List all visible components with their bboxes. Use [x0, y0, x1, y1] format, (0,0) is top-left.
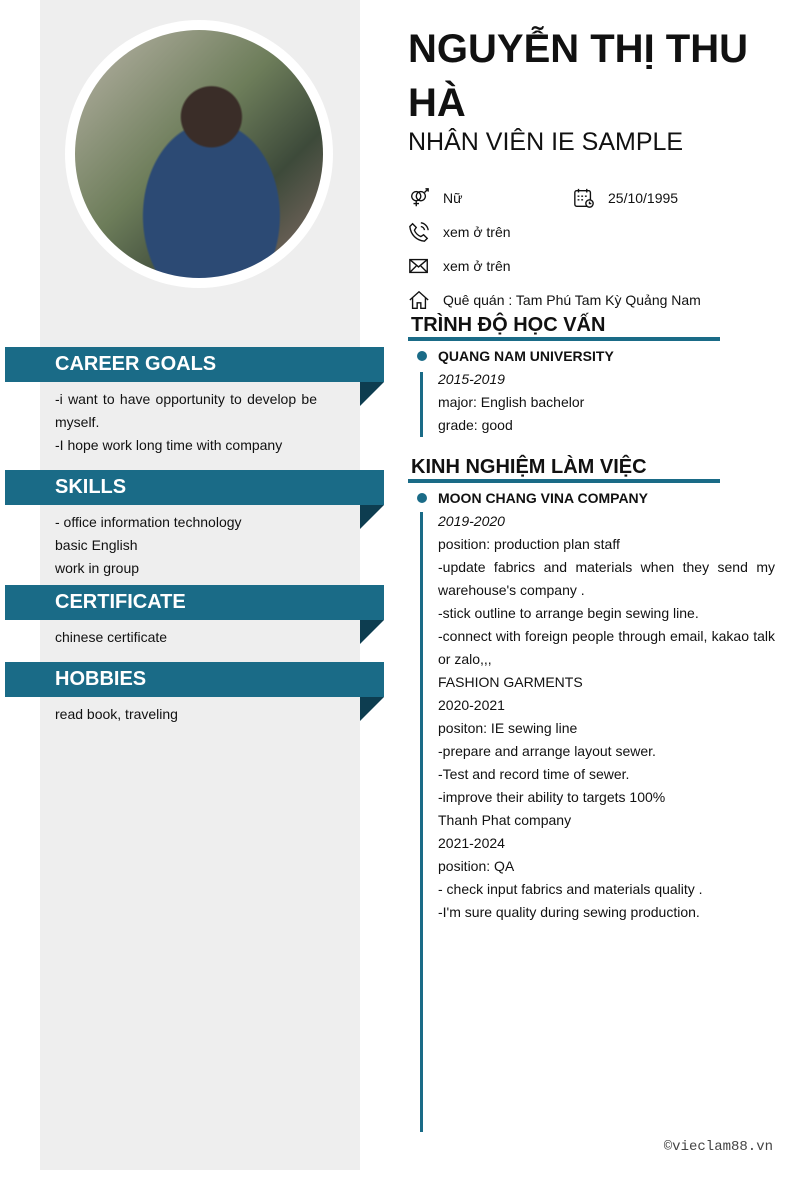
text-line: -Test and record time of sewer.	[438, 766, 630, 782]
copyright: ©vieclam88.vn	[663, 1139, 773, 1155]
experience-heading: KINH NGHIỆM LÀM VIỆC	[408, 455, 720, 483]
text-line: major: English bachelor	[438, 394, 585, 410]
text-line: positon: IE sewing line	[438, 720, 578, 736]
skills-heading: SKILLS	[5, 470, 384, 505]
text-line: -improve their ability to targets 100%	[438, 789, 666, 805]
text-line: -connect with foreign people through email, kakao talk or zalo,,,	[438, 628, 775, 667]
text-line: -i want to have opportunity to develop be myself.	[55, 391, 317, 430]
company-name: MOON CHANG VINA COMPANY	[438, 490, 648, 506]
calendar-icon	[573, 187, 595, 209]
banner-fold	[360, 697, 384, 721]
text-line: - check input fabrics and materials quality .	[438, 881, 703, 897]
timeline-line	[420, 372, 423, 437]
banner-fold	[360, 382, 384, 406]
banner-fold	[360, 505, 384, 529]
email-row	[408, 255, 511, 277]
timeline-dot	[417, 493, 427, 503]
gender-value: Nữ	[443, 190, 463, 206]
banner-fold	[360, 620, 384, 644]
career-goals-text	[55, 388, 317, 457]
experience-entry	[438, 487, 775, 924]
birthday-row	[573, 187, 678, 209]
text-line: work in group	[55, 560, 140, 576]
timeline-dot	[417, 351, 427, 361]
education-heading: TRÌNH ĐỘ HỌC VẤN	[408, 313, 720, 341]
text-line: -stick outline to arrange begin sewing line.	[438, 605, 699, 621]
text-line: -I'm sure quality during sewing production.	[438, 904, 700, 920]
envelope-icon	[408, 255, 430, 277]
phone-value: xem ở trên	[443, 224, 511, 240]
experience-period: 2019-2020	[438, 513, 505, 529]
text-line: 2020-2021	[438, 697, 505, 713]
phone-icon	[408, 221, 430, 243]
career-goals-heading: CAREER GOALS	[5, 347, 384, 382]
hometown-row	[408, 289, 701, 311]
certificate-text	[55, 626, 317, 649]
hobbies-heading: HOBBIES	[5, 662, 384, 697]
gender-row	[408, 187, 462, 209]
text-line: -I hope work long time with company	[55, 437, 283, 453]
text-line: -prepare and arrange layout sewer.	[438, 743, 656, 759]
email-value: xem ở trên	[443, 258, 511, 274]
education-period: 2015-2019	[438, 371, 505, 387]
text-line: read book, traveling	[55, 706, 178, 722]
education-entry	[438, 345, 775, 437]
certificate-heading: CERTIFICATE	[5, 585, 384, 620]
text-line: position: production plan staff	[438, 536, 620, 552]
text-line: 2021-2024	[438, 835, 505, 851]
skills-text	[55, 511, 317, 580]
timeline-line	[420, 512, 423, 1132]
text-line: basic English	[55, 537, 138, 553]
gender-icon	[408, 187, 430, 209]
text-line: position: QA	[438, 858, 515, 874]
full-name: NGUYỄN THỊ THU HÀ	[408, 27, 748, 125]
phone-row	[408, 221, 511, 243]
hobbies-text	[55, 703, 317, 726]
school-name: QUANG NAM UNIVERSITY	[438, 348, 614, 364]
text-line: Thanh Phat company	[438, 812, 572, 828]
profile-photo	[75, 30, 323, 278]
text-line: chinese certificate	[55, 629, 168, 645]
home-icon	[408, 289, 430, 311]
text-line: grade: good	[438, 417, 513, 433]
text-line: -update fabrics and materials when they send my warehouse's company .	[438, 559, 775, 598]
avatar	[65, 20, 333, 288]
hometown-value: Quê quán : Tam Phú Tam Kỳ Quảng Nam	[443, 292, 701, 308]
text-line: - office information technology	[55, 514, 242, 530]
birthday-value: 25/10/1995	[608, 190, 679, 206]
job-title: NHÂN VIÊN IE SAMPLE	[408, 128, 684, 156]
text-line: FASHION GARMENTS	[438, 674, 583, 690]
